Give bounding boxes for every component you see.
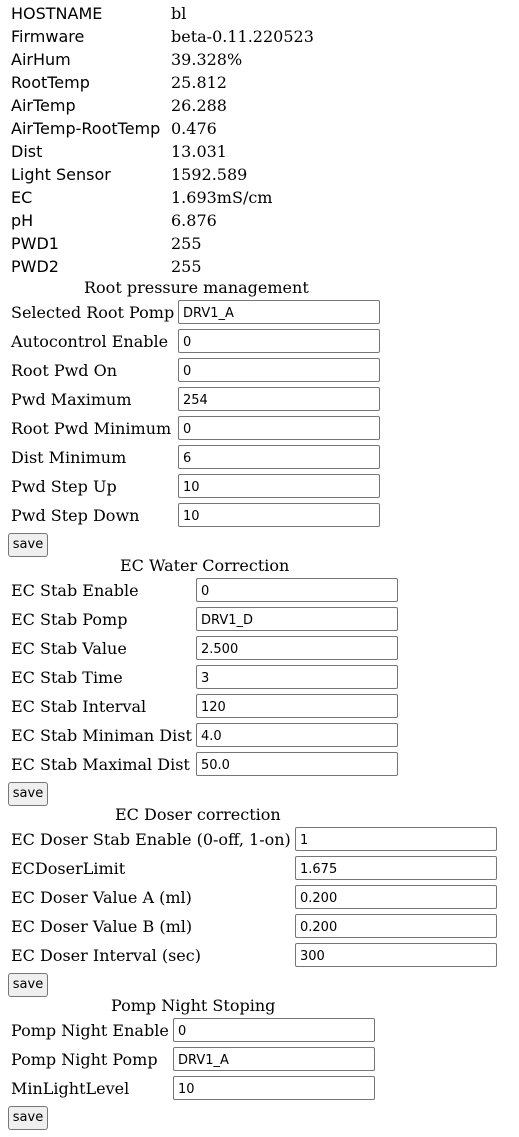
status-label: Firmware: [11, 27, 85, 46]
field-label: EC Stab Pomp: [11, 610, 128, 629]
root-field-pwd-maximum: [11, 387, 391, 413]
status-value: 0.476: [171, 119, 217, 138]
field-label: EC Doser Stab Enable (0-off, 1-on): [11, 830, 291, 849]
ec-stab-interval-input[interactable]: [196, 694, 398, 718]
ec-doser-field-limit: [11, 856, 511, 882]
field-label: EC Doser Value B (ml): [11, 917, 193, 936]
status-label: RootTemp: [11, 73, 90, 92]
ec-doser-value-b-input[interactable]: [295, 914, 497, 938]
ec-doser-limit-input[interactable]: [295, 856, 497, 880]
status-value: 1592.589: [171, 165, 248, 184]
pomp-night-enable-input[interactable]: [173, 1018, 375, 1042]
ec-water-field-max-dist: [11, 752, 411, 778]
ec-water-field-time: [11, 665, 411, 691]
status-value: 26.288: [171, 96, 227, 115]
root-pwd-minimum-input[interactable]: [178, 416, 380, 440]
root-pwd-on-input[interactable]: [178, 358, 380, 382]
root-field-step-down: [11, 503, 391, 529]
field-label: Pwd Maximum: [11, 390, 132, 409]
status-value: 6.876: [171, 211, 217, 230]
field-label: EC Stab Maximal Dist: [11, 755, 190, 774]
status-row-airtemp-roottemp: [11, 117, 311, 140]
field-label: EC Doser Interval (sec): [11, 946, 201, 965]
ec-water-field-value: [11, 636, 411, 662]
status-label: PWD2: [11, 257, 59, 276]
ec-water-field-enable: [11, 578, 411, 604]
root-field-autocontrol: [11, 329, 391, 355]
selected-root-pomp-input[interactable]: [178, 300, 380, 324]
status-label: HOSTNAME: [11, 4, 103, 23]
status-row-firmware: [11, 25, 314, 48]
field-label: EC Doser Value A (ml): [11, 888, 192, 907]
field-label: Pomp Night Enable: [11, 1021, 169, 1040]
root-field-pwd-minimum: [11, 416, 391, 442]
field-label: ECDoserLimit: [11, 859, 126, 878]
status-value: 13.031: [171, 142, 227, 161]
status-label: pH: [11, 211, 34, 230]
status-row-airtemp: [11, 94, 311, 117]
status-row-roottemp: [11, 71, 311, 94]
field-label: Dist Minimum: [11, 448, 127, 467]
field-label: Pwd Step Down: [11, 506, 140, 525]
status-value: 255: [171, 257, 202, 276]
pomp-night-pomp-input[interactable]: [173, 1047, 375, 1071]
pomp-night-save-button[interactable]: save: [8, 1106, 48, 1130]
ec-stab-value-input[interactable]: [196, 636, 398, 660]
status-label: AirTemp: [11, 96, 76, 115]
status-row-ph: [11, 209, 311, 232]
status-label: Light Sensor: [11, 165, 111, 184]
field-label: EC Stab Time: [11, 668, 123, 687]
ec-doser-title: EC Doser correction: [115, 805, 281, 824]
root-field-dist-minimum: [11, 445, 391, 471]
field-label: Pwd Step Up: [11, 477, 117, 496]
ec-stab-time-input[interactable]: [196, 665, 398, 689]
status-value: 255: [171, 234, 202, 253]
status-label: AirTemp-RootTemp: [11, 119, 161, 138]
field-label: MinLightLevel: [11, 1079, 130, 1098]
pomp-night-field-min-light: [11, 1076, 391, 1102]
status-label: PWD1: [11, 234, 59, 253]
ec-doser-value-a-input[interactable]: [295, 885, 497, 909]
pwd-step-down-input[interactable]: [178, 503, 380, 527]
status-row-dist: [11, 140, 311, 163]
pomp-night-field-pomp: [11, 1047, 391, 1073]
ec-doser-field-enable: [11, 827, 511, 853]
root-field-selected-pomp: [11, 300, 391, 326]
field-label: EC Stab Enable: [11, 581, 139, 600]
ec-doser-field-value-b: [11, 914, 511, 940]
status-row-airhum: [11, 48, 311, 71]
root-field-step-up: [11, 474, 391, 500]
status-value: beta-0.11.220523: [171, 27, 314, 46]
ec-stab-min-dist-input[interactable]: [196, 723, 398, 747]
status-label: AirHum: [11, 50, 71, 69]
pomp-night-title: Pomp Night Stoping: [111, 996, 276, 1015]
ec-stab-enable-input[interactable]: [196, 578, 398, 602]
status-label: Dist: [11, 142, 43, 161]
root-field-pwd-on: [11, 358, 391, 384]
ec-doser-field-value-a: [11, 885, 511, 911]
field-label: EC Stab Miniman Dist: [11, 726, 192, 745]
ec-water-field-interval: [11, 694, 411, 720]
autocontrol-enable-input[interactable]: [178, 329, 380, 353]
min-light-level-input[interactable]: [173, 1076, 375, 1100]
status-label: EC: [11, 188, 33, 207]
field-label: Root Pwd On: [11, 361, 118, 380]
field-label: Autocontrol Enable: [11, 332, 169, 351]
dist-minimum-input[interactable]: [178, 445, 380, 469]
ec-stab-max-dist-input[interactable]: [196, 752, 398, 776]
status-table: [11, 2, 314, 278]
ec-water-save-button[interactable]: save: [8, 782, 48, 806]
field-label: Root Pwd Minimum: [11, 419, 172, 438]
status-value: bl: [171, 4, 187, 23]
ec-water-title: EC Water Correction: [120, 556, 290, 575]
status-value: 25.812: [171, 73, 227, 92]
status-row-pwd2: [11, 255, 311, 278]
status-row-ec: [11, 186, 311, 209]
field-label: Pomp Night Pomp: [11, 1050, 158, 1069]
field-label: Selected Root Pomp: [11, 303, 175, 322]
pwd-maximum-input[interactable]: [178, 387, 380, 411]
root-pressure-title: Root pressure management: [84, 278, 309, 297]
status-row-pwd1: [11, 232, 311, 255]
status-value: 1.693mS/cm: [171, 188, 273, 207]
pomp-night-field-enable: [11, 1018, 391, 1044]
ec-water-field-pomp: [11, 607, 411, 633]
ec-doser-stab-enable-input[interactable]: [295, 827, 497, 851]
status-row-hostname: [11, 2, 311, 25]
field-label: EC Stab Interval: [11, 697, 147, 716]
root-pressure-save-button[interactable]: save: [8, 533, 48, 557]
ec-doser-interval-input[interactable]: [295, 943, 497, 967]
ec-doser-save-button[interactable]: save: [8, 973, 48, 997]
status-row-light-sensor: [11, 163, 311, 186]
field-label: EC Stab Value: [11, 639, 127, 658]
status-value: 39.328%: [171, 50, 243, 69]
ec-water-field-min-dist: [11, 723, 411, 749]
ec-doser-field-interval: [11, 943, 511, 969]
pwd-step-up-input[interactable]: [178, 474, 380, 498]
ec-stab-pomp-input[interactable]: [196, 607, 398, 631]
